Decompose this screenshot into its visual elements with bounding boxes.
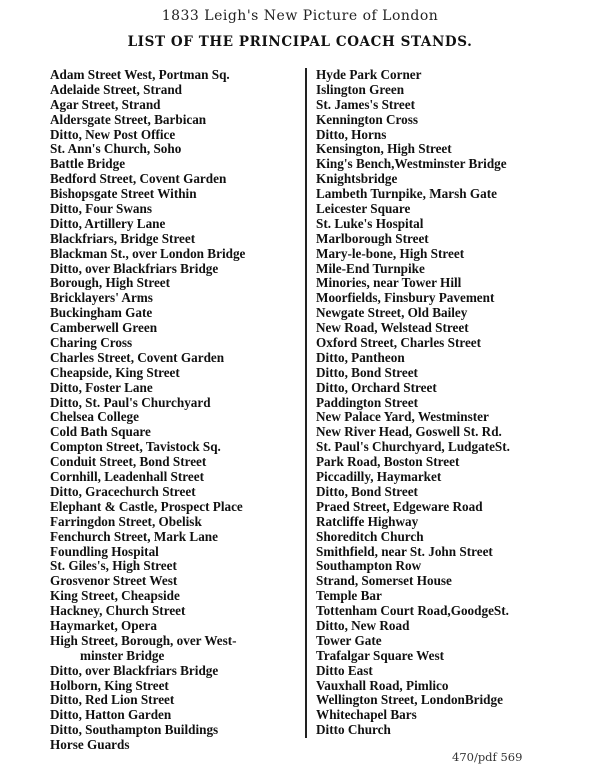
coach-stand-entry: Ditto, Horns xyxy=(316,126,387,142)
coach-stand-entry: Elephant & Castle, Prospect Place xyxy=(50,498,243,514)
column-divider xyxy=(305,68,307,738)
coach-stand-entry: Grosvenor Street West xyxy=(50,573,178,589)
coach-stand-entry: Mary-le-bone, High Street xyxy=(316,245,465,261)
coach-stand-entry: Aldersgate Street, Barbican xyxy=(50,111,207,127)
coach-stand-entry: Oxford Street, Charles Street xyxy=(316,335,482,351)
coach-stand-entry: Buckingham Gate xyxy=(50,305,153,321)
coach-stand-entry: Southampton Row xyxy=(316,558,422,574)
coach-stand-entry: Mile-End Turnpike xyxy=(316,260,425,276)
coach-stand-entry: Ditto Church xyxy=(316,722,391,738)
coach-stand-entry: Charing Cross xyxy=(50,335,133,351)
coach-stand-entry: Conduit Street, Bond Street xyxy=(50,454,207,470)
coach-stand-entry: Cheapside, King Street xyxy=(50,364,180,380)
coach-stand-entry: Ditto, Foster Lane xyxy=(50,379,153,395)
coach-stand-entry: Moorfields, Finsbury Pavement xyxy=(316,290,495,306)
coach-stand-entry: Farringdon Street, Obelisk xyxy=(50,513,202,529)
coach-stand-entry: minster Bridge xyxy=(80,647,165,663)
coach-stand-entry: Ditto, Bond Street xyxy=(316,483,418,499)
coach-stand-entry: Ditto, Artillery Lane xyxy=(50,215,166,231)
coach-stand-entry: New Road, Welstead Street xyxy=(316,320,469,336)
coach-stand-entry: Trafalgar Square West xyxy=(316,647,444,663)
coach-stand-entry: Blackfriars, Bridge Street xyxy=(50,230,196,246)
coach-stand-entry: Shoreditch Church xyxy=(316,528,424,544)
coach-stand-entry: Holborn, King Street xyxy=(50,677,169,693)
coach-stand-entry: Hyde Park Corner xyxy=(316,67,422,82)
coach-stand-entry: Tower Gate xyxy=(316,632,382,648)
coach-stand-entry: Temple Bar xyxy=(316,588,382,604)
coach-stand-entry: Ditto, Red Lion Street xyxy=(50,692,175,708)
coach-stand-entry: Cornhill, Leadenhall Street xyxy=(50,469,204,485)
coach-stand-entry: Minories, near Tower Hill xyxy=(316,275,462,291)
coach-stand-entry: King's Bench,Westminster Bridge xyxy=(316,156,507,172)
coach-stand-entry: Islington Green xyxy=(316,81,405,97)
coach-stand-entry: Lambeth Turnpike, Marsh Gate xyxy=(316,186,497,202)
coach-stand-entry: Charles Street, Covent Garden xyxy=(50,349,225,365)
coach-stand-entry: Marlborough Street xyxy=(316,230,429,246)
coach-stand-entry: Ratcliffe Highway xyxy=(316,513,419,529)
coach-stand-entry: Foundling Hospital xyxy=(50,543,159,559)
coach-stand-entry: Praed Street, Edgeware Road xyxy=(316,498,483,514)
list-title: LIST OF THE PRINCIPAL COACH STANDS. xyxy=(127,34,473,50)
coach-stand-entry: Fenchurch Street, Mark Lane xyxy=(50,528,218,544)
coach-stand-entry: Ditto, over Blackfriars Bridge xyxy=(50,260,219,276)
coach-stand-entry: St. Luke's Hospital xyxy=(316,215,424,231)
coach-stand-entry: New Palace Yard, Westminster xyxy=(316,409,489,425)
coach-stand-entry: Ditto, Four Swans xyxy=(50,201,152,217)
coach-stand-entry: Haymarket, Opera xyxy=(50,617,157,633)
coach-stand-entry: Ditto, Hatton Garden xyxy=(50,707,172,723)
coach-stand-entry: Battle Bridge xyxy=(50,156,126,172)
coach-stand-entry: New River Head, Goswell St. Rd. xyxy=(316,424,502,440)
coach-stand-entry: Ditto, over Blackfriars Bridge xyxy=(50,662,219,678)
left-column xyxy=(50,68,295,753)
coach-stand-entry: Vauxhall Road, Pimlico xyxy=(316,677,449,693)
coach-stand-entry: Park Road, Boston Street xyxy=(316,454,460,470)
coach-stand-entry: Ditto, Bond Street xyxy=(316,364,418,380)
coach-stand-entry: Smithfield, near St. John Street xyxy=(316,543,493,559)
coach-stand-entry: Chelsea College xyxy=(50,409,139,425)
coach-stand-entry: St. Giles's, High Street xyxy=(50,558,177,574)
coach-stand-entry: Ditto, Southampton Buildings xyxy=(50,722,219,738)
right-column xyxy=(316,68,566,738)
coach-stand-entry: Compton Street, Tavistock Sq. xyxy=(50,439,221,455)
coach-stand-entry: Wellington Street, LondonBridge xyxy=(316,692,503,708)
coach-stand-entry: Kennington Cross xyxy=(316,111,418,127)
coach-stand-entry: St. James's Street xyxy=(316,96,416,112)
coach-stand-entry: Borough, High Street xyxy=(50,275,171,291)
coach-stand-entry: King Street, Cheapside xyxy=(50,588,180,604)
coach-stand-entry: High Street, Borough, over West- xyxy=(50,632,237,648)
coach-stand-entry: Ditto, New Road xyxy=(316,617,410,633)
coach-stand-entry: Ditto, Gracechurch Street xyxy=(50,483,196,499)
coach-stand-entry: Ditto, New Post Office xyxy=(50,126,176,142)
coach-stand-entry: Newgate Street, Old Bailey xyxy=(316,305,468,321)
coach-stand-entry: Blackman St., over London Bridge xyxy=(50,245,246,261)
coach-stand-entry: Leicester Square xyxy=(316,201,411,217)
coach-stand-entry: Kensington, High Street xyxy=(316,141,452,157)
coach-stand-entry: Camberwell Green xyxy=(50,320,158,336)
coach-stand-entry: Whitechapel Bars xyxy=(316,707,417,723)
coach-stand-entry: Ditto, Orchard Street xyxy=(316,379,437,395)
coach-stand-entry: Ditto, Pantheon xyxy=(316,349,405,365)
coach-stand-entry: Bricklayers' Arms xyxy=(50,290,153,306)
coach-stand-entry: Agar Street, Strand xyxy=(50,96,161,112)
coach-stand-entry: Horse Guards xyxy=(50,737,130,753)
coach-stand-entry: Bishopsgate Street Within xyxy=(50,186,197,202)
coach-stand-entry: Adelaide Street, Strand xyxy=(50,81,182,97)
coach-stand-entry: Piccadilly, Haymarket xyxy=(316,469,442,485)
coach-stand-entry: Paddington Street xyxy=(316,394,418,410)
coach-stand-entry: Bedford Street, Covent Garden xyxy=(50,171,227,187)
coach-stand-entry: Cold Bath Square xyxy=(50,424,151,440)
coach-stand-entry: Hackney, Church Street xyxy=(50,603,186,619)
page-header: 1833 Leigh's New Picture of London xyxy=(161,8,439,24)
coach-stand-entry: St. Paul's Churchyard, LudgateSt. xyxy=(316,439,510,455)
coach-stand-entry: Ditto, St. Paul's Churchyard xyxy=(50,394,211,410)
coach-stand-entry: Adam Street West, Portman Sq. xyxy=(50,67,230,82)
coach-stand-entry: Knightsbridge xyxy=(316,171,398,187)
coach-stand-entry: Strand, Somerset House xyxy=(316,573,452,589)
coach-stand-entry: Ditto East xyxy=(316,662,373,678)
page-reference: 470/pdf 569 xyxy=(452,750,523,764)
coach-stand-entry: Tottenham Court Road,GoodgeSt. xyxy=(316,603,509,619)
coach-stand-entry: St. Ann's Church, Soho xyxy=(50,141,182,157)
